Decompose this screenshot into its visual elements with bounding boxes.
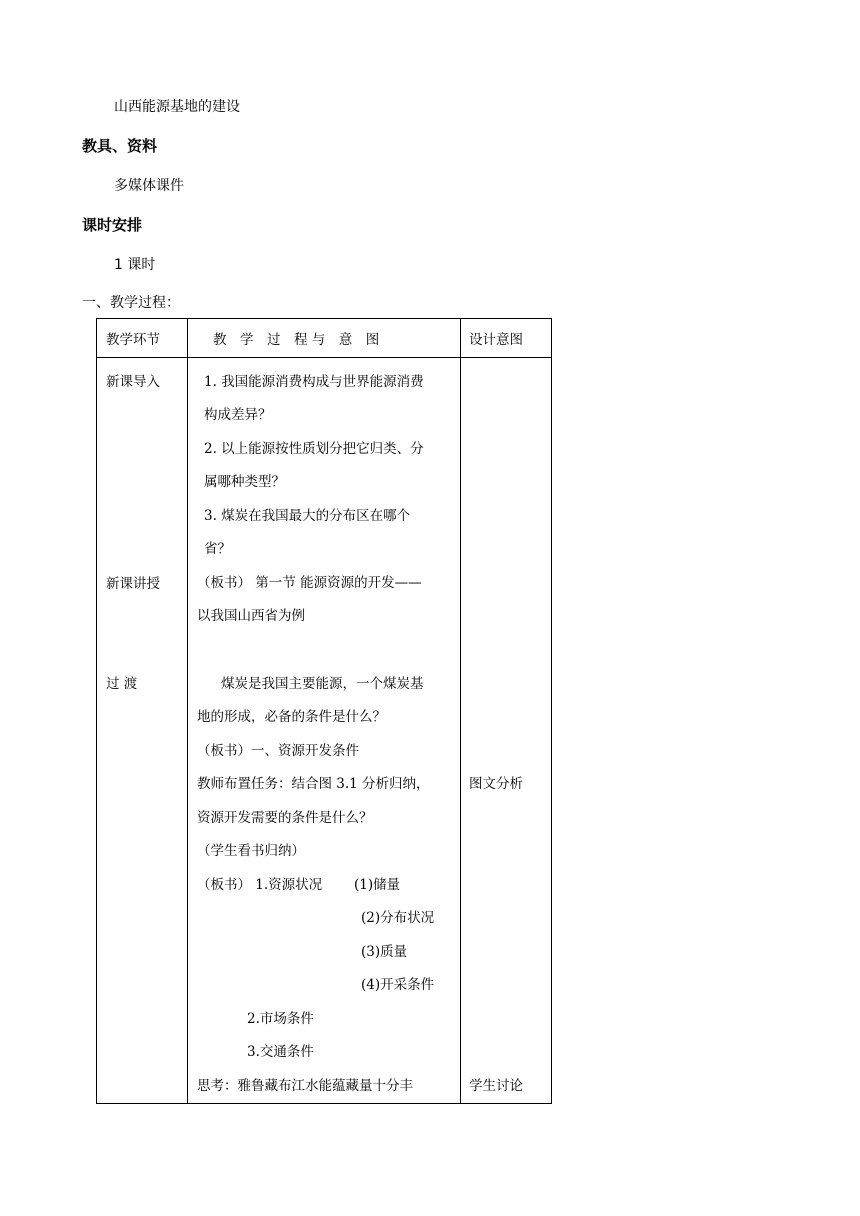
process-line: (4)开采条件 (361, 977, 435, 993)
process-line: (1)储量 (354, 877, 401, 893)
header-cell (461, 319, 552, 358)
table-row (97, 358, 552, 1104)
header-stage: 教学环节 (106, 332, 160, 348)
table-header-row (97, 319, 552, 358)
stage-lecture: 新课讲授 (106, 576, 160, 592)
design-note: 图文分析 (469, 776, 523, 792)
section-heading-tools: 教具、资料 (82, 137, 158, 155)
process-line: 构成差异？ (204, 407, 272, 423)
header-design: 设计意图 (469, 332, 523, 348)
schedule-text: 1 课时 (114, 257, 156, 273)
header-process: 教 学 过 程 与 意 图 (213, 332, 380, 348)
process-line: 3.交通条件 (247, 1044, 314, 1060)
process-line: 煤炭是我国主要能源，一个煤炭基 (221, 676, 424, 692)
header-cell (97, 319, 188, 358)
process-line: （板书）一、资源开发条件 (197, 743, 359, 759)
lesson-table (96, 318, 552, 1104)
tools-text: 多媒体课件 (114, 178, 184, 194)
process-line: (2)分布状况 (361, 910, 435, 926)
process-line: 以我国山西省为例 (197, 608, 305, 624)
process-line: 地的形成，必备的条件是什么？ (197, 709, 386, 725)
design-note: 学生讨论 (469, 1078, 523, 1094)
process-line: 2.市场条件 (247, 1011, 314, 1027)
process-line: 3. 煤炭在我国最大的分布区在哪个 (204, 508, 411, 524)
stage-transition: 过 渡 (106, 676, 138, 692)
process-line: (3)质量 (361, 944, 408, 960)
section-heading-schedule: 课时安排 (82, 216, 143, 234)
process-line: 教师布置任务：结合图 3.1 分析归纳， (197, 776, 430, 792)
process-line: （学生看书归纳） (197, 843, 305, 859)
process-line: 属哪种类型？ (204, 474, 285, 490)
header-cell (188, 319, 461, 358)
topic-line: 山西能源基地的建设 (114, 99, 240, 115)
stage-cell (97, 358, 188, 1104)
design-cell (461, 358, 552, 1104)
process-line: 2. 以上能源按性质划分把它归类、分 (204, 441, 424, 457)
process-line: 思考：雅鲁藏布江水能蕴藏量十分丰 (197, 1078, 413, 1094)
process-title: 一、教学过程： (82, 295, 180, 311)
process-line: 资源开发需要的条件是什么？ (197, 810, 373, 826)
process-cell (188, 358, 461, 1104)
process-line: （板书） 第一节 能源资源的开发—— (197, 575, 422, 591)
stage-intro: 新课导入 (106, 374, 160, 390)
process-line: 省？ (204, 541, 231, 557)
process-line: 1. 我国能源消费构成与世界能源消费 (204, 374, 424, 390)
process-line: （板书） 1.资源状况 (197, 877, 323, 893)
